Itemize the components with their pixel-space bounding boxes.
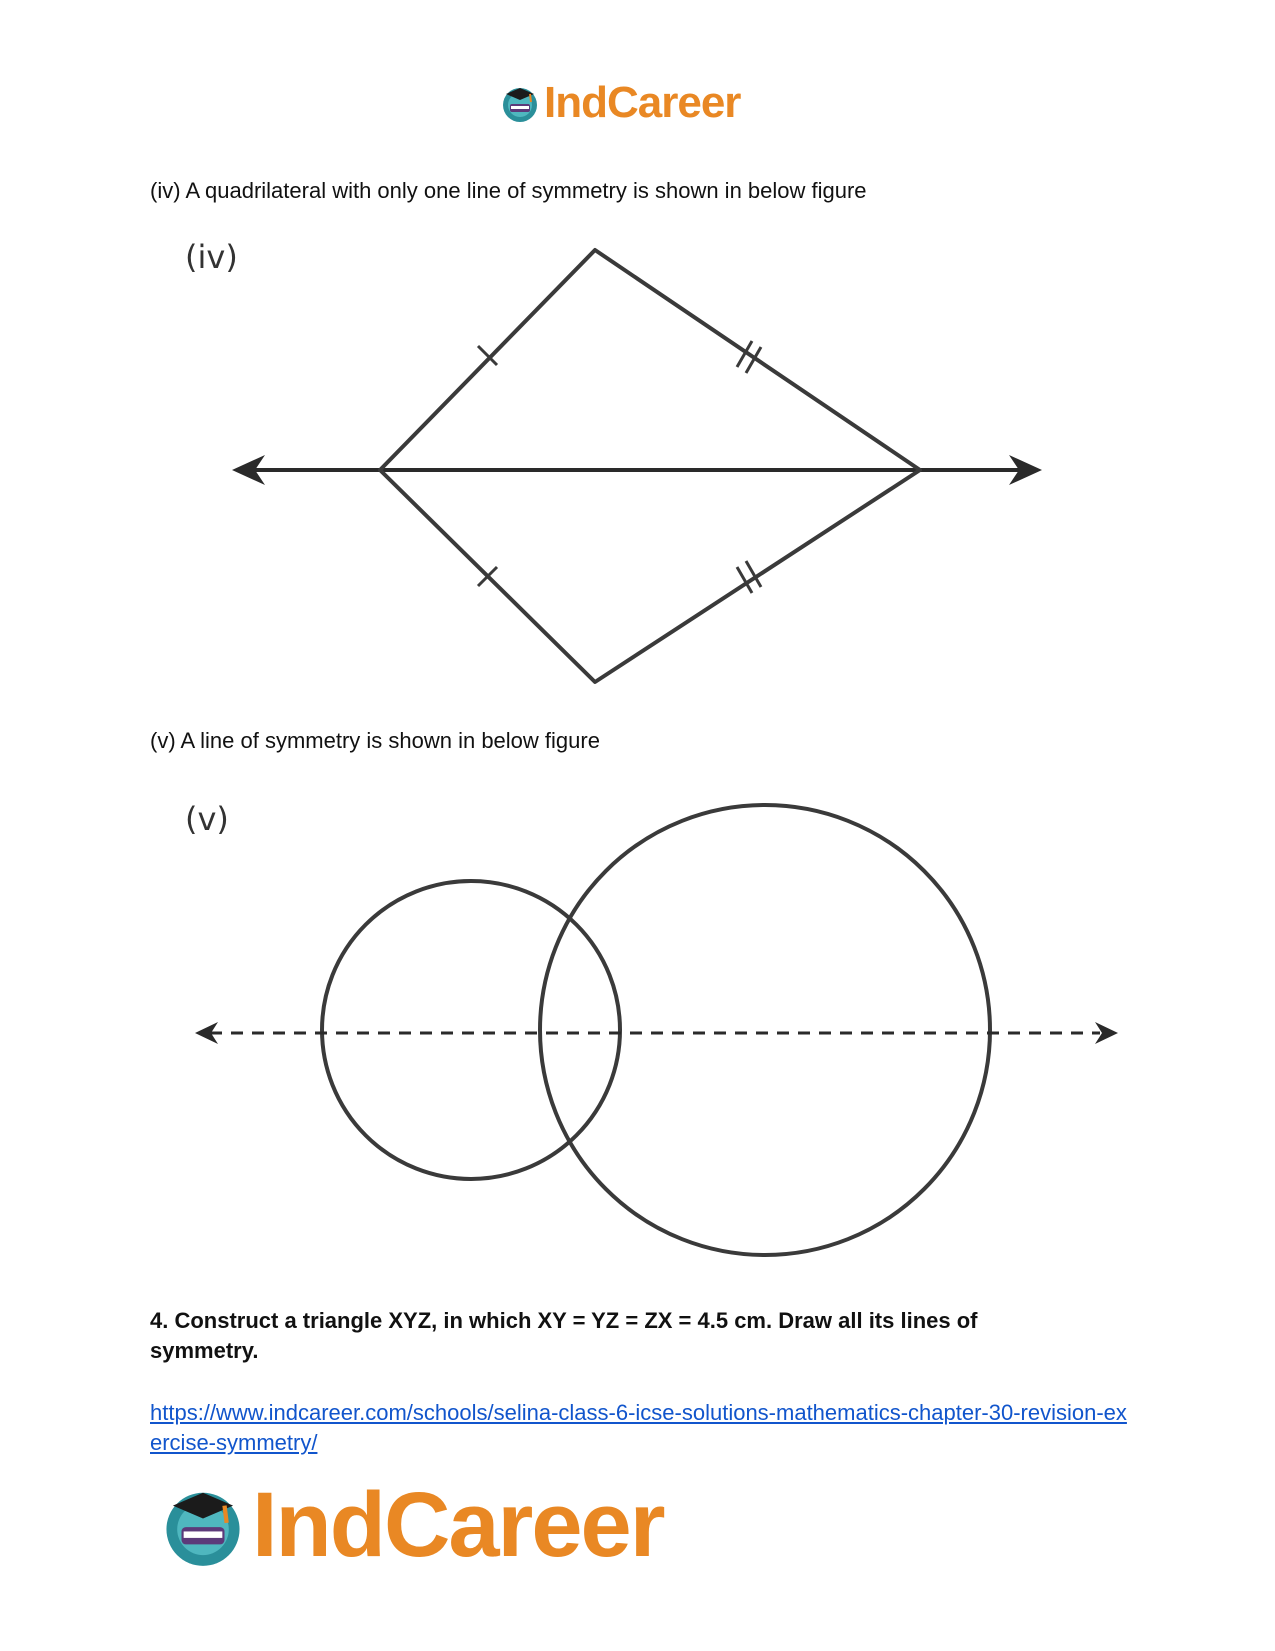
item-iv-text: (iv) A quadrilateral with only one line of symmetry is shown in below figure — [150, 178, 867, 203]
kite-shape — [380, 250, 920, 682]
small-circle — [322, 881, 620, 1179]
item-v-text: (v) A line of symmetry is shown in below figure — [150, 728, 600, 753]
indcareer-logo-footer — [160, 1470, 664, 1580]
source-link[interactable]: https://www.indcareer.com/schools/selina-class-6-icse-solutions-mathematics-chapter-30-revision-exercise-symmetry/ — [150, 1400, 1127, 1455]
logo-wordmark: IndCareer — [252, 1473, 664, 1576]
figure-v-circles — [0, 770, 1275, 1290]
graduation-globe-icon — [160, 1482, 246, 1568]
figure-iv-kite — [0, 0, 1275, 720]
figure-iv-label: (iv) — [185, 238, 238, 276]
large-circle — [540, 805, 990, 1255]
logo-wordmark: IndCareer — [544, 78, 741, 127]
figure-v-label: (v) — [185, 800, 229, 838]
question-4: 4. Construct a triangle XYZ, in which XY = YZ = ZX = 4.5 cm. Draw all its lines of symmetry. — [150, 1308, 978, 1363]
